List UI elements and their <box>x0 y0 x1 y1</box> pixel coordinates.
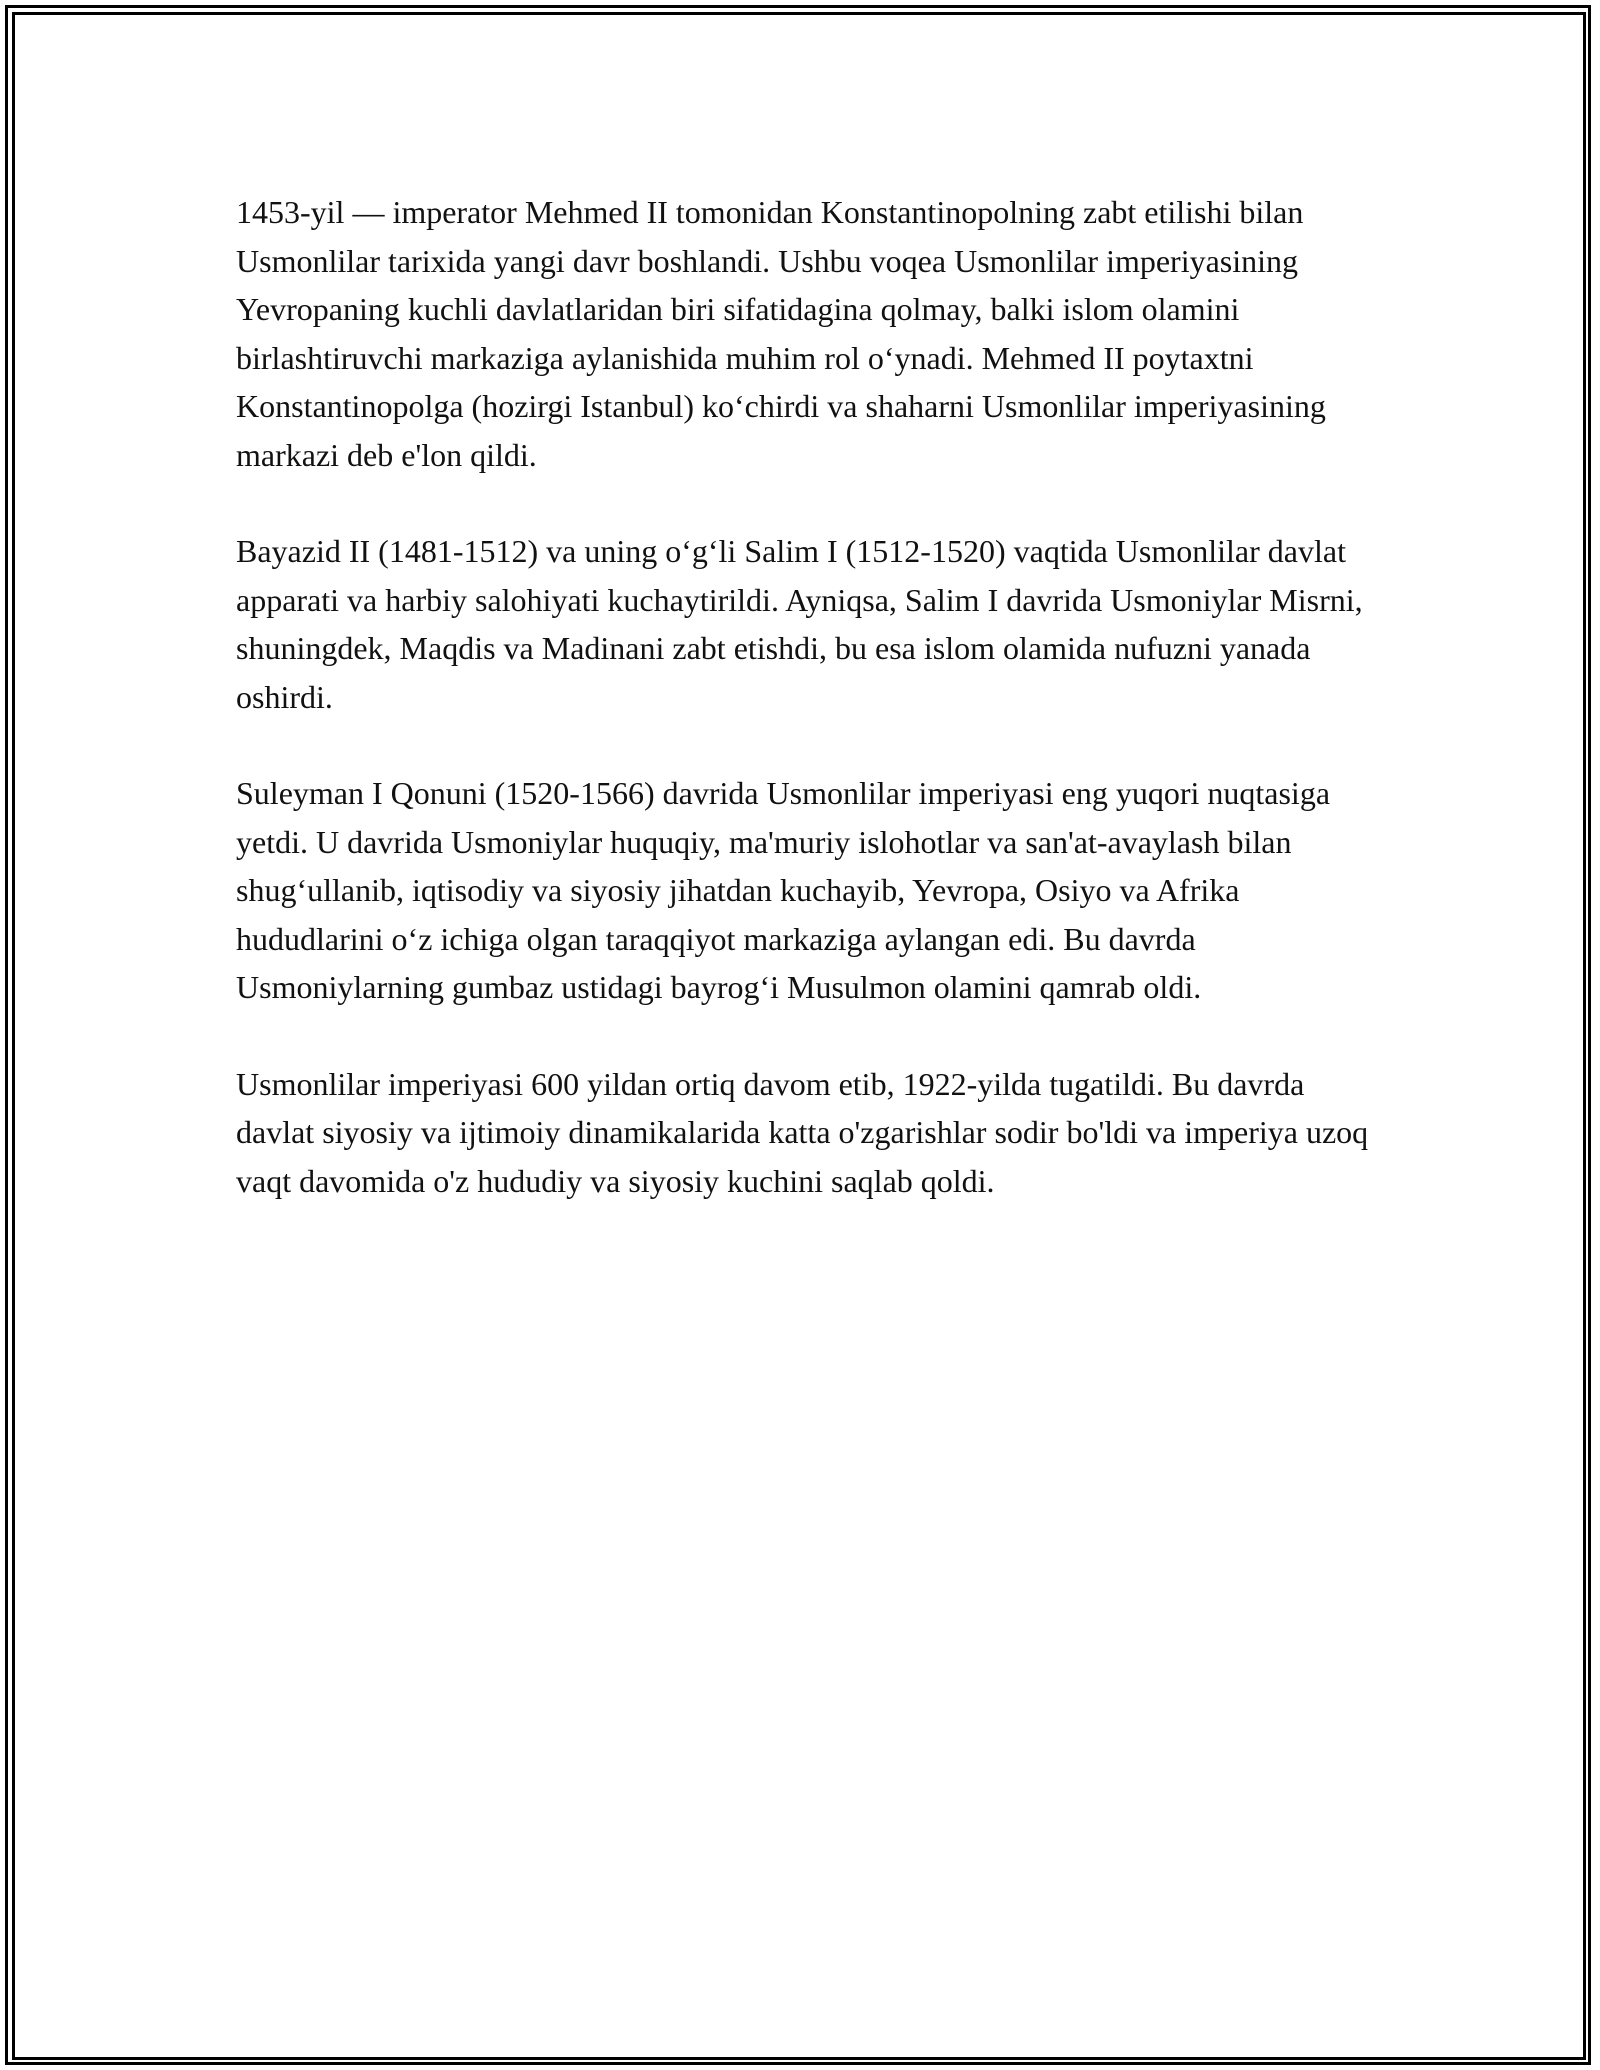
paragraph-suleyman: Suleyman I Qonuni (1520-1566) davrida Usmonlilar imperiyasi eng yuqori nuqtasiga yetdi. U davrida Usmoniylar huquqiy, ma'muriy islohotlar va san'at-avaylash bilan shugʻullanib, iqtisodiy va siyosiy jihatdan kuchayib, Yevropa, Osiyo va Afrika hududlarini oʻz ichiga olgan taraqqiyot markaziga aylangan edi. Bu davrda Usmoniylarning gumbaz ustidagi bayrogʻi Musulmon olamini qamrab oldi. <box>236 775 1331 1005</box>
paragraph-end-of-empire: Usmonlilar imperiyasi 600 yildan ortiq davom etib, 1922-yilda tugatildi. Bu davrda davlat siyosiy va ijtimoiy dinamikalarida katta o'zgarishlar sodir bo'ldi va imperiya uzoq vaqt davomida o'z hududiy va siyosiy kuchini saqlab qoldi. <box>236 1065 1369 1199</box>
paragraph-mehmed-ii: 1453-yil — imperator Mehmed II tomonidan Konstantinopolning zabt etilishi bilan Usmonlilar tarixida yangi davr boshlandi. Ushbu voqea Usmonlilar imperiyasining Yevropaning kuchli davlatlaridan biri sifatidagina qolmay, balki islom olamini birlashtiruvchi markaziga aylanishida muhim rol oʻynadi. Mehmed II poytaxtni Konstantinopolga (hozirgi Istanbul) koʻchirdi va shaharni Usmonlilar imperiyasining markazi deb e'lon qildi. <box>236 194 1326 473</box>
paragraph-bayazid-salim: Bayazid II (1481-1512) va uning oʻgʻli Salim I (1512-1520) vaqtida Usmonlilar davlat apparati va harbiy salohiyati kuchaytirildi. Ayniqsa, Salim I davrida Usmoniylar Misrni, shuningdek, Maqdis va Madinani zabt etishdi, bu esa islom olamida nufuzni yanada oshirdi. <box>236 533 1363 715</box>
document-body <box>236 188 1376 1253</box>
